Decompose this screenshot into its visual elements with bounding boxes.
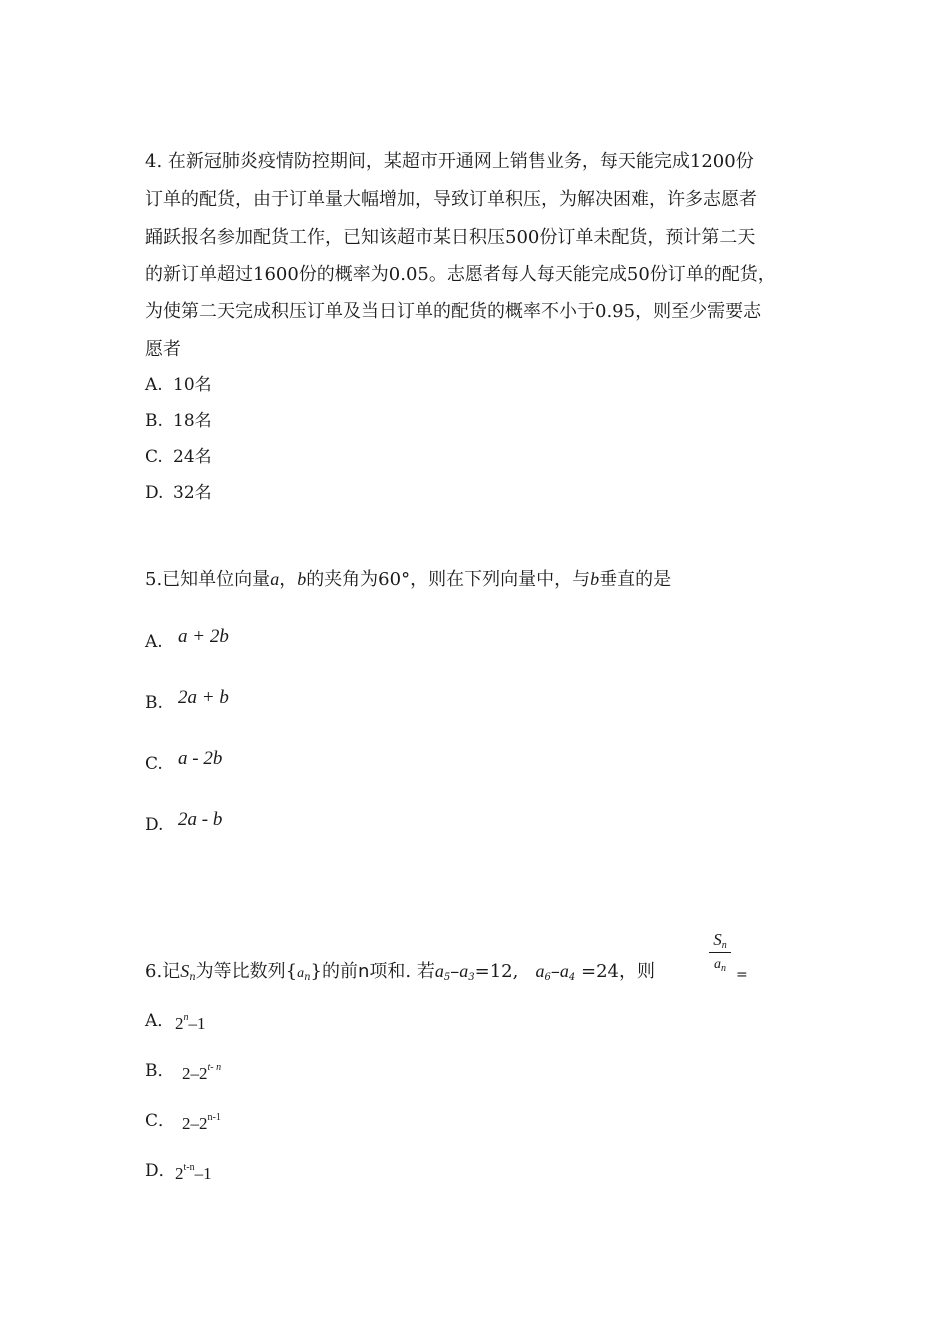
option-label: D. (145, 483, 164, 503)
a5: a (434, 961, 444, 981)
q5-option-b (145, 695, 163, 712)
option-value: 10名 (173, 375, 212, 395)
option-label: C. (145, 754, 163, 774)
option-label: C． (145, 1111, 176, 1131)
q6-text-1: 为等比数列{ (195, 961, 298, 982)
option-label: A. (145, 375, 163, 395)
q5-option-c-expr: a - 2b (178, 748, 223, 769)
vector-b: b (297, 569, 307, 589)
q4-line-5: 为使第二天完成积压订单及当日订单的配货的概率不小于0.95，则至少需要志 (145, 301, 762, 322)
q5-option-d (145, 817, 163, 834)
option-label: D. (145, 815, 164, 835)
option-label: A. (145, 632, 163, 652)
q5-option-a-expr: a + 2b (178, 626, 229, 647)
option-expr: 2$^n$–1 (175, 1012, 206, 1033)
q6-n: n (358, 961, 370, 982)
q4-option-b (145, 411, 212, 431)
a3: a (459, 961, 469, 981)
q6-stem (145, 962, 655, 983)
seq-a: a (297, 966, 305, 981)
q4-line-3: 踊跃报名参加配货工作，已知该超市某日积压500份订单未配货，预计第二天 (145, 227, 756, 248)
q4-line-4: 的新订单超过1600份的概率为0.05。志愿者每人每天能完成50份订单的配货， (145, 264, 776, 285)
q4-line-1: 4. 在新冠肺炎疫情防控期间，某超市开通网上销售业务，每天能完成1200份 (145, 151, 754, 172)
vector-a: a (270, 569, 280, 589)
option-value: 24名 (173, 447, 212, 467)
option-label: B． (145, 1061, 175, 1081)
a6: a (535, 961, 545, 981)
option-label: C. (145, 447, 163, 467)
sum-S: S (180, 961, 190, 981)
option-value: 18名 (173, 411, 212, 431)
a3-sub: 3 (468, 972, 475, 983)
fraction-numerator: $S_n$ (713, 930, 727, 951)
q6-option-d (145, 1161, 212, 1183)
sum-n: n (189, 972, 196, 983)
option-label: A． (145, 1011, 175, 1031)
q5-option-a (145, 634, 163, 651)
vector-b-2: b (590, 569, 600, 589)
q6-option-b (145, 1061, 222, 1083)
q5-prefix: 5.已知单位向量 (145, 569, 271, 590)
q5-option-c (145, 756, 163, 773)
option-expr: 2$^{t-n}$–1 (175, 1162, 212, 1183)
q5-option-b-expr: 2a + b (178, 687, 229, 708)
a4: a (559, 961, 569, 981)
q4-option-a (145, 375, 212, 395)
q6-option-c (145, 1111, 221, 1133)
eq-3: = (736, 967, 748, 983)
seq-n: n (304, 972, 311, 983)
a6-sub: 6 (544, 972, 551, 983)
option-label: B. (145, 411, 163, 431)
q5-mid: 的夹角为60°，则在下列向量中，与 (306, 569, 591, 590)
q6-text-4: 项和. 若 (369, 961, 435, 982)
a4-sub: 4 (568, 972, 576, 983)
fraction-sn-an (708, 930, 732, 974)
q4-option-d (145, 483, 212, 503)
fraction-bar (709, 952, 731, 953)
a5-sub: 5 (443, 972, 451, 983)
eq-2: =24，则 (581, 961, 655, 982)
fraction-denominator: $a_n$ (714, 957, 726, 974)
eq-1: =12, (474, 961, 519, 982)
option-expr: 2–2$^{n-1}$ (182, 1112, 221, 1133)
q5-suffix: 垂直的是 (599, 569, 672, 590)
option-label: B. (145, 693, 163, 713)
q4-line-6: 愿者 (145, 339, 181, 360)
option-expr: 2–2$^{t- n}$ (182, 1062, 222, 1083)
q4-line-2: 订单的配货，由于订单量大幅增加，导致订单积压，为解决困难，许多志愿者 (145, 189, 757, 210)
option-label: D． (145, 1161, 176, 1181)
q4-option-c (145, 447, 212, 467)
q5-option-d-expr: 2a - b (178, 809, 223, 830)
q6-prefix: 6.记 (145, 961, 181, 982)
option-value: 32名 (173, 483, 212, 503)
q5-stem (145, 570, 671, 589)
q6-option-a (145, 1011, 206, 1033)
q5-comma: ， (279, 569, 298, 590)
minus-2: – (550, 961, 560, 982)
minus-1: – (450, 961, 460, 982)
q6-text-2: }的前 (310, 961, 358, 982)
